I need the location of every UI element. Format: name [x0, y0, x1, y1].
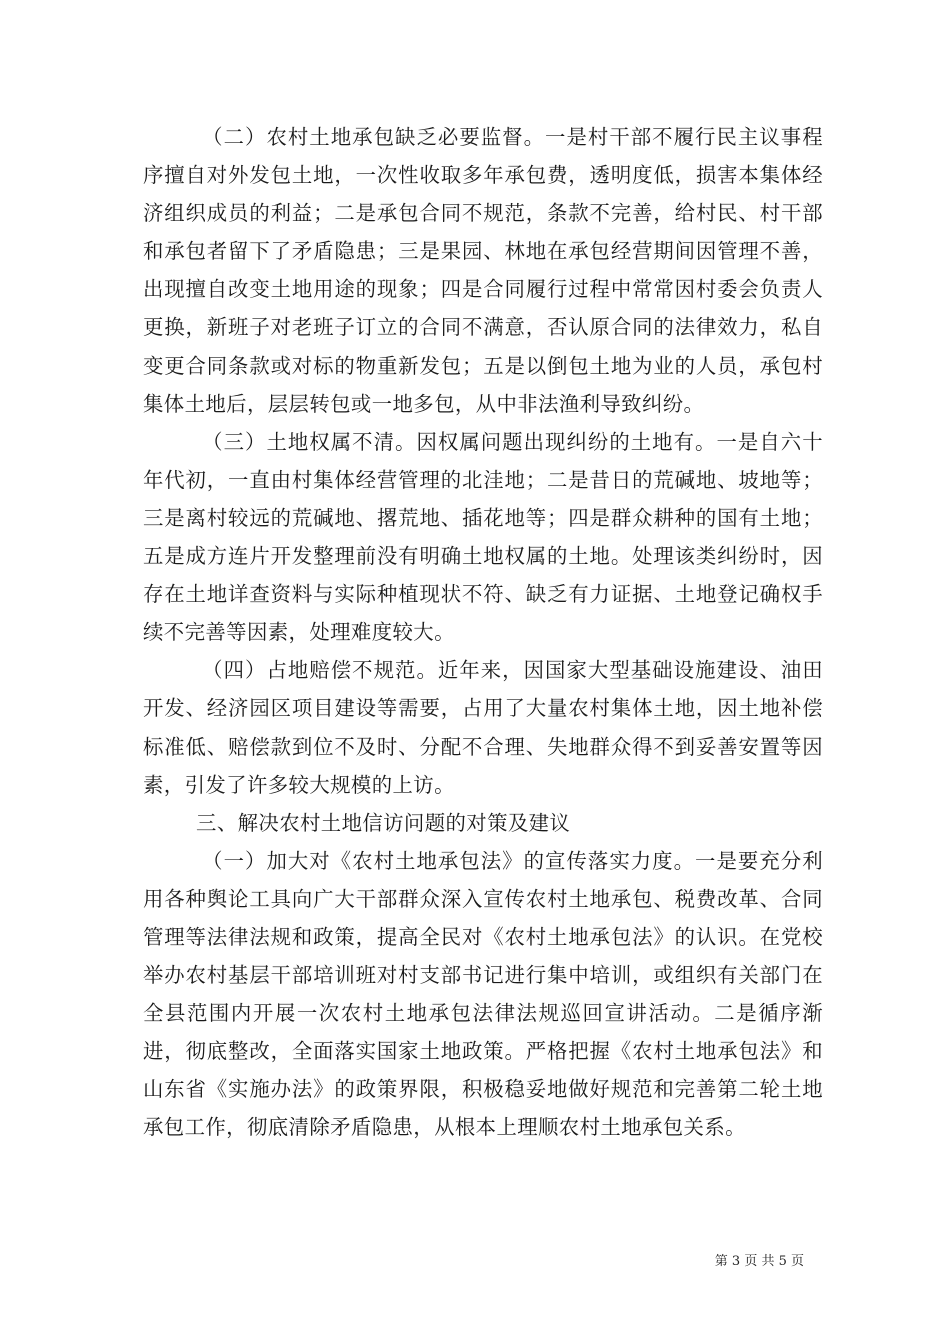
- section-3-heading: 三、解决农村土地信访问题的对策及建议: [196, 810, 571, 835]
- page-number-footer: 第 3 页 共 5 页: [714, 1254, 804, 1269]
- paragraph-section-2-2: （二）农村土地承包缺乏必要监督。一是村干部不履行民主议事程序擅自对外发包土地，一次性收取多年承包费，透明度低，损害本集体经济组织成员的利益；二是承包合同不规范，条款不完善，给村民、村干部和承包者留下了矛盾隐患；三是果园、林地在承包经营期间因管理不善，出现擅自改变土地用途的现象；四是合同履行过程中常常因村委会负责人更换，新班子对老班子订立的合同不满意，否认原合同的法律效力，私自变更合同条款或对标的物重新发包；五是以倒包土地为业的人员，承包村集体土地后，层层转包或一地多包，从中非法渔利导致纠纷。: [143, 125, 823, 416]
- paragraph-section-3-1: （一）加大对《农村土地承包法》的宣传落实力度。一是要充分利用各种舆论工具向广大干部群众深入宣传农村土地承包、税费改革、合同管理等法律法规和政策，提高全民对《农村土地承包法》的认识。在党校举办农村基层干部培训班对村支部书记进行集中培训，或组织有关部门在全县范围内开展一次农村土地承包法律法规巡回宣讲活动。二是循序渐进，彻底整改，全面落实国家土地政策。严格把握《农村土地承包法》和山东省《实施办法》的政策界限，积极稳妥地做好规范和完善第二轮土地承包工作，彻底清除矛盾隐患，从根本上理顺农村土地承包关系。: [143, 848, 823, 1140]
- paragraph-section-2-4: （四）占地赔偿不规范。近年来，因国家大型基础设施建设、油田开发、经济园区项目建设等需要，占用了大量农村集体土地，因土地补偿标准低、赔偿款到位不及时、分配不合理、失地群众得不到妥善安置等因素，引发了许多较大规模的上访。: [143, 658, 823, 797]
- document-body: [143, 118, 823, 1147]
- paragraph-section-2-3: （三）土地权属不清。因权属问题出现纠纷的土地有。一是自六十年代初，一直由村集体经营管理的北洼地；二是昔日的荒碱地、坡地等；三是离村较远的荒碱地、撂荒地、插花地等；四是群众耕种的国有土地；五是成方连片开发整理前没有明确土地权属的土地。处理该类纠纷时，因存在土地详查资料与实际种植现状不符、缺乏有力证据、土地登记确权手续不完善等因素，处理难度较大。: [143, 429, 823, 645]
